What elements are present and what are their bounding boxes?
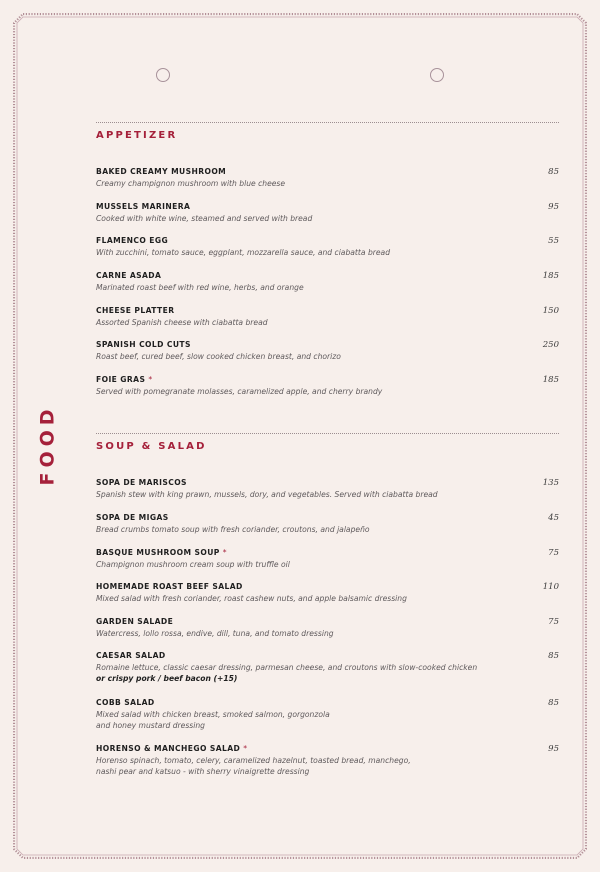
menu-item	[96, 202, 559, 224]
item-price: 85	[548, 651, 559, 661]
item-price: 95	[548, 744, 559, 754]
item-description: Spanish stew with king prawn, mussels, dory, and vegetables. Served with ciabatta bread	[96, 490, 438, 499]
item-name-text: BASQUE MUSHROOM SOUP	[96, 548, 220, 557]
punch-hole-left	[156, 68, 170, 82]
item-description-line2: and honey mustard dressing	[96, 721, 205, 730]
item-name: CAESAR SALAD	[96, 651, 166, 660]
section-divider	[96, 433, 559, 434]
side-title-text: FOOD	[37, 404, 59, 486]
item-name: BAKED CREAMY MUSHROOM	[96, 167, 227, 176]
item-description: Horenso spinach, tomato, celery, caramelized hazelnut, toasted bread, manchego,	[96, 756, 411, 765]
item-name: GARDEN SALADE	[96, 617, 174, 626]
menu-item	[96, 375, 559, 397]
item-name: CARNE ASADA	[96, 271, 162, 280]
item-description: Champignon mushroom cream soup with truffle oil	[96, 560, 290, 569]
item-description: Assorted Spanish cheese with ciabatta bread	[96, 318, 268, 327]
section-title: SOUP & SALAD	[96, 441, 207, 452]
item-price: 85	[548, 698, 559, 708]
item-name: CHEESE PLATTER	[96, 306, 175, 315]
item-description: Watercress, lollo rossa, endive, dill, tuna, and tomato dressing	[96, 629, 334, 638]
item-name	[96, 375, 559, 385]
item-price: 135	[542, 478, 559, 488]
item-option-note: or crispy pork / beef bacon (+15)	[96, 674, 238, 683]
item-name: HOMEMADE ROAST BEEF SALAD	[96, 582, 243, 591]
section-title: APPETIZER	[96, 130, 178, 141]
chef-mark: *	[243, 744, 248, 753]
item-name	[96, 548, 559, 558]
item-name-text: FOIE GRAS	[96, 375, 146, 384]
item-price: 150	[542, 306, 559, 316]
menu-item	[96, 271, 559, 293]
item-price: 45	[548, 513, 559, 523]
menu-item	[96, 167, 559, 189]
menu-item	[96, 651, 559, 684]
item-description: With zucchini, tomato sauce, eggplant, mozzarella sauce, and ciabatta bread	[96, 248, 391, 257]
item-price: 85	[548, 167, 559, 177]
item-description: Marinated roast beef with red wine, herbs, and orange	[96, 283, 304, 292]
item-description: Mixed salad with fresh coriander, roast cashew nuts, and apple balsamic dressing	[96, 594, 407, 603]
item-description: Roast beef, cured beef, slow cooked chicken breast, and chorizo	[96, 352, 341, 361]
menu-item	[96, 306, 559, 328]
item-name: MUSSELS MARINERA	[96, 202, 191, 211]
item-price: 185	[542, 375, 559, 385]
menu-item	[96, 236, 559, 258]
item-description: Served with pomegranate molasses, caramelized apple, and cherry brandy	[96, 387, 383, 396]
section-divider	[96, 122, 559, 123]
chef-mark: *	[148, 375, 153, 384]
chef-mark: *	[222, 548, 227, 557]
side-title	[26, 400, 70, 490]
menu-item	[96, 548, 559, 570]
item-price: 75	[548, 617, 559, 627]
item-description-line2: nashi pear and katsuo - with sherry vinaigrette dressing	[96, 767, 310, 776]
menu-item	[96, 478, 559, 500]
item-price: 110	[542, 582, 559, 592]
item-price: 250	[542, 340, 559, 350]
item-price: 75	[548, 548, 559, 558]
item-description: Romaine lettuce, classic caesar dressing, parmesan cheese, and croutons with slow-cooked chicken	[96, 663, 478, 672]
punch-hole-right	[430, 68, 444, 82]
menu-item	[96, 582, 559, 604]
item-description: Bread crumbs tomato soup with fresh coriander, croutons, and jalapeño	[96, 525, 370, 534]
item-description: Mixed salad with chicken breast, smoked salmon, gorgonzola	[96, 710, 330, 719]
menu-item	[96, 340, 559, 362]
item-name: SOPA DE MARISCOS	[96, 478, 187, 487]
item-price: 185	[542, 271, 559, 281]
item-name: SPANISH COLD CUTS	[96, 340, 191, 349]
item-price: 95	[548, 202, 559, 212]
item-name: FLAMENCO EGG	[96, 236, 169, 245]
menu-item	[96, 744, 559, 777]
item-name: SOPA DE MIGAS	[96, 513, 169, 522]
item-name-text: HORENSO & MANCHEGO SALAD	[96, 744, 241, 753]
item-description: Creamy champignon mushroom with blue cheese	[96, 179, 286, 188]
item-name	[96, 744, 559, 754]
item-name: COBB SALAD	[96, 698, 155, 707]
menu-item	[96, 698, 559, 731]
item-description: Cooked with white wine, steamed and served with bread	[96, 214, 313, 223]
menu-item	[96, 513, 559, 535]
menu-item	[96, 617, 559, 639]
item-price: 55	[548, 236, 559, 246]
